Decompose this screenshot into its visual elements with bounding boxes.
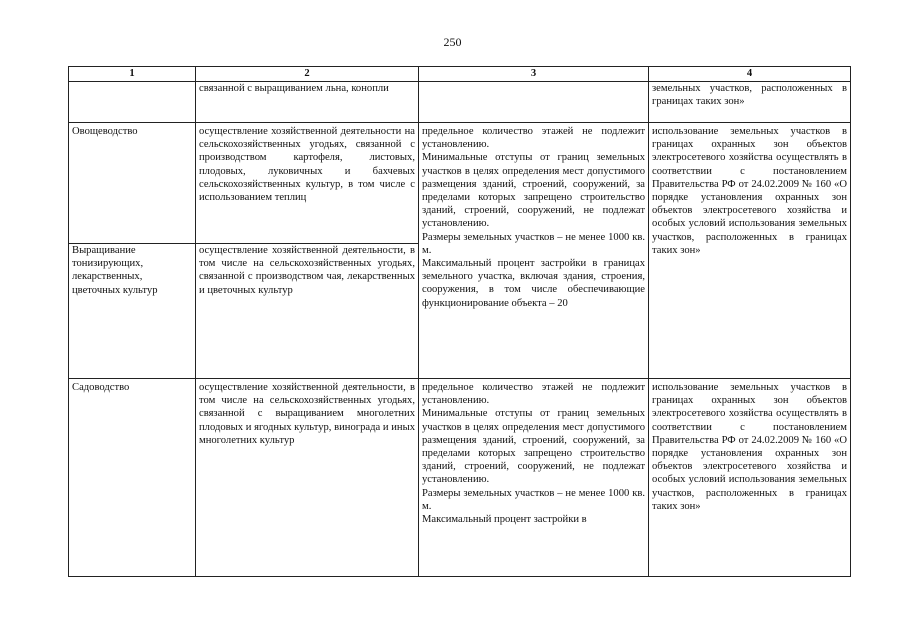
table-row-gardening — [69, 379, 851, 577]
activity-name-medicinal-crops: Выращивание тонизирующих, лекарственных, цветочных культур — [69, 244, 196, 379]
restrictions-group2: использование земельных участков в границах охранных зон объектов электросетевого хозяйства осуществлять в соответствии с постановлением Правительства РФ от 24.02.2009 № 160 «О порядке установления охранных зон объектов электросетевого хозяйства и особых условий использования земельных участков, расположенных в границах таких зон» — [649, 379, 851, 577]
table-row-vegetables — [69, 123, 851, 244]
column-header-1: 1 — [69, 67, 196, 82]
continuation-row — [69, 82, 851, 123]
parameter-floors: предельное количество этажей не подлежит установлению. — [422, 382, 645, 407]
parameter-setbacks: Минимальные отступы от границ земельных участков в целях определения мест допустимого размещения зданий, строений, сооружений, за пределами которых запрещено строительство зданий, строений, сооружений, не подлежат установлению. — [422, 408, 645, 486]
continuation-col1 — [69, 82, 196, 123]
parameter-coverage: Максимальный процент застройки в — [422, 514, 587, 526]
table-header-row — [69, 67, 851, 82]
continuation-col4: земельных участков, расположенных в границах таких зон» — [649, 82, 851, 123]
continuation-col3 — [419, 82, 649, 123]
activity-name-vegetables: Овощеводство — [69, 123, 196, 244]
activity-name-gardening: Садоводство — [69, 379, 196, 577]
parameters-group1 — [419, 123, 649, 379]
column-header-4: 4 — [649, 67, 851, 82]
activity-description-medicinal-crops: осуществление хозяйственной деятельности, в том числе на сельскохозяйственных угодьях, связанной с производством чая, лекарственных и цветочных культур — [196, 244, 419, 379]
restrictions-group1: использование земельных участков в границах охранных зон объектов электросетевого хозяйства осуществлять в соответствии с постановлением Правительства РФ от 24.02.2009 № 160 «О порядке установления охранных зон объектов электросетевого хозяйства и особых условий использования земельных участков, расположенных в границах таких зон» — [649, 123, 851, 379]
column-header-3: 3 — [419, 67, 649, 82]
continuation-col2: связанной с выращиванием льна, конопли — [196, 82, 419, 123]
parameter-setbacks: Минимальные отступы от границ земельных участков в целях определения мест допустимого размещения зданий, строений, сооружений, за пределами которых запрещено строительство зданий, строений, сооружений, не подлежат установлению. — [422, 152, 645, 230]
parameter-plot-size: Размеры земельных участков – не менее 1000 кв. м. — [422, 231, 645, 256]
page-number: 250 — [443, 35, 462, 49]
parameter-coverage: Максимальный процент застройки в границах земельного участка, включая здания, строения, сооружения, в том числе обеспечивающие функционирование объекта – 20 — [422, 258, 645, 309]
activity-description-vegetables: осуществление хозяйственной деятельности на сельскохозяйственных угодьях, связанной с производством картофеля, листовых, плодовых, луковичных и бахчевых сельскохозяйственных культур, в том числе с использованием теплиц — [196, 123, 419, 244]
parameter-plot-size: Размеры земельных участков – не менее 1000 кв. м. — [422, 487, 645, 512]
parameters-group2 — [419, 379, 649, 577]
parameter-floors: предельное количество этажей не подлежит установлению. — [422, 126, 645, 151]
zoning-table — [68, 66, 851, 577]
column-header-2: 2 — [196, 67, 419, 82]
activity-description-gardening: осуществление хозяйственной деятельности, в том числе на сельскохозяйственных угодьях, связанной с выращиванием многолетних плодовых и ягодных культур, винограда и иных многолетних культур — [196, 379, 419, 577]
